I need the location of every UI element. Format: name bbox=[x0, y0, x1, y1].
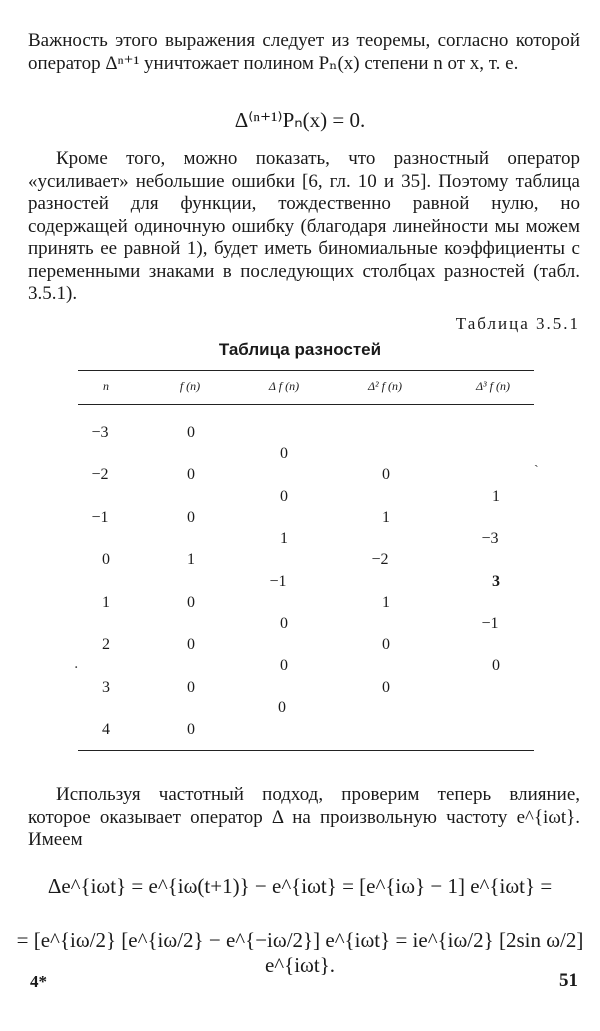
n-cell: 2 bbox=[102, 636, 110, 653]
f-cell: 0 bbox=[187, 636, 195, 653]
table-top-rule bbox=[78, 370, 534, 371]
f-cell: 0 bbox=[187, 466, 195, 483]
f-cell: 0 bbox=[187, 721, 195, 738]
table-title: Таблица разностей bbox=[218, 340, 382, 359]
page-number: 51 bbox=[559, 970, 578, 991]
f-cell: 0 bbox=[187, 424, 195, 441]
d2-cell: 1 bbox=[382, 594, 390, 611]
paragraph-2 bbox=[28, 148, 580, 306]
equation-1-text: Δe^{iωt} = e^{iω(t+1)} − e^{iωt} = [e^{iω} − 1] e^{iωt} = bbox=[47, 874, 553, 898]
paragraph-1 bbox=[28, 30, 580, 75]
header-d1: Δ f (n) bbox=[268, 379, 300, 393]
d1-cell: 1 bbox=[280, 530, 288, 547]
d2-cell: 0 bbox=[382, 466, 390, 483]
header-n: n bbox=[103, 379, 109, 393]
n-cell: −3 bbox=[91, 424, 109, 441]
d3-cell: 1 bbox=[492, 488, 500, 505]
n-cell: −2 bbox=[91, 466, 109, 483]
d1-cell: 0 bbox=[280, 445, 288, 462]
d1-cell: 0 bbox=[278, 699, 286, 716]
table-header-rule bbox=[78, 404, 534, 405]
n-cell: 3 bbox=[102, 679, 110, 696]
d3-cell: 3 bbox=[492, 573, 500, 590]
signature-mark: 4* bbox=[30, 972, 47, 991]
scan-speck: ˎ bbox=[534, 452, 539, 468]
d3-cell: 0 bbox=[492, 657, 500, 674]
d3-cell: −3 bbox=[481, 530, 499, 547]
d1-cell: 0 bbox=[280, 488, 288, 505]
f-cell: 1 bbox=[187, 551, 195, 568]
d2-cell: 0 bbox=[382, 636, 390, 653]
scan-speck: · bbox=[74, 660, 79, 676]
header-d2: Δ² f (n) bbox=[368, 379, 402, 393]
d1-cell: 0 bbox=[280, 615, 288, 632]
f-cell: 0 bbox=[187, 509, 195, 526]
n-cell: −1 bbox=[91, 509, 109, 526]
f-cell: 0 bbox=[187, 679, 195, 696]
d2-cell: 1 bbox=[382, 509, 390, 526]
header-f: f (n) bbox=[179, 379, 201, 393]
table-bottom-rule bbox=[78, 750, 534, 751]
paragraph-3 bbox=[28, 784, 580, 852]
f-cell: 0 bbox=[187, 594, 195, 611]
n-cell: 4 bbox=[102, 721, 110, 738]
equation-2 bbox=[0, 928, 600, 978]
paragraph-2-text: Кроме того, можно показать, что разностный оператор «усиливает» небольшие ошибки [6, гл. 10 и 35]. Поэтому таблица разностей для функции, тождественно равной нулю, но содержащей одиночную ошибку (благодаря линейности мы можем принять ее равной 1), будет иметь биномиальные коэффициенты с переменными знаками в последующих столбцах разностей (табл. 3.5.1). bbox=[28, 148, 580, 304]
d1-cell: −1 bbox=[269, 573, 287, 590]
equation-2-text: = [e^{iω/2} [e^{iω/2} − e^{−iω/2}] e^{iωt} = ie^{iω/2} [2sin ω/2] e^{iωt}. bbox=[16, 928, 584, 977]
n-cell: 1 bbox=[102, 594, 110, 611]
d1-cell: 0 bbox=[280, 657, 288, 674]
d2-cell: 0 bbox=[382, 679, 390, 696]
formula-difference-annihilation bbox=[0, 108, 600, 133]
formula-1-text: Δ⁽ⁿ⁺¹⁾Pₙ(x) = 0. bbox=[234, 108, 366, 132]
d3-cell: −1 bbox=[481, 615, 499, 632]
paragraph-3-text: Используя частотный подход, проверим теперь влияние, которое оказывает оператор Δ на произвольную частоту e^{iωt}. Имеем bbox=[28, 784, 580, 850]
paragraph-1-text: Важность этого выражения следует из теоремы, согласно которой оператор Δⁿ⁺¹ уничтожает полином Pₙ(x) степени n от x, т. е. bbox=[28, 30, 580, 74]
header-d3: Δ³ f (n) bbox=[476, 379, 510, 393]
n-cell: 0 bbox=[102, 551, 110, 568]
table-caption: Таблица 3.5.1 bbox=[455, 314, 580, 333]
d2-cell: −2 bbox=[371, 551, 389, 568]
equation-1 bbox=[0, 874, 600, 899]
